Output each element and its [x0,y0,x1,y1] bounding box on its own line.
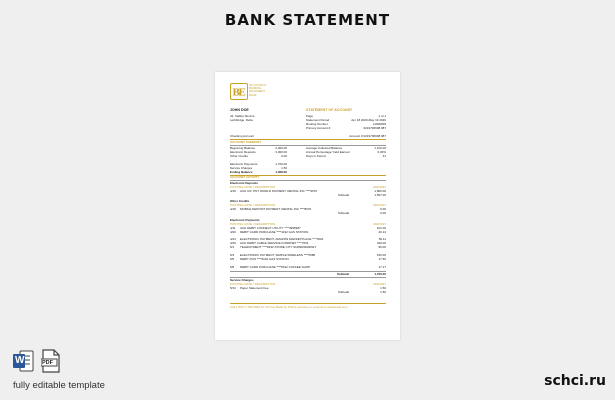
column-header: AMOUNT [373,185,386,189]
tx-date: 5/8 [230,265,235,269]
tx-amount: 40.14 [378,230,386,234]
subtotal-amount: 0.00 [380,211,386,215]
site-watermark: schci.ru [544,373,606,389]
section-heading: Other Credits [230,199,250,203]
section-heading: Electronic Payments [230,218,260,222]
customer-address-line1: 34, Saltkiy Mennis, [230,114,256,118]
tx-desc: ACH CR. PNT WORLD PAYMENT, RENTAL INC ****9070 [240,189,318,193]
pdf-file-icon [41,349,61,373]
summary-value: 1,700.00 [275,162,287,166]
subtotal-amount: 1,700.00 [374,272,386,276]
subtotal-label: Subtotal [337,272,349,276]
summary-value: 3,300.00 [275,150,287,154]
tx-date: 4/20 [230,230,236,234]
tx-amount: 101.00 [376,226,386,230]
customer-address-line2: Lethbridge, Delta [230,118,253,122]
tx-desc: TELEPAYMENT ****8192 STORE CITY SUPERMARKET [240,245,317,249]
column-header: POSTING DATE / DESCRIPTION [230,203,276,207]
divider [230,271,386,272]
customer-name: JOHN DOE [230,108,249,112]
column-header: AMOUNT [373,282,386,286]
bank-logo [230,83,248,100]
footer-note: Call 1-557-7-700-0000 for 24 hour Bank by Phone services or connect to www.bank.com [230,305,348,309]
tx-amount: 95.00 [378,245,386,249]
summary-label: Service Charges [230,166,253,170]
account-type: Checking Account [230,134,255,138]
summary-label: Other Credits [230,154,248,158]
tx-amount: 340.00 [376,241,386,245]
subtotal-label: Subtotal [337,193,349,197]
divider [230,303,386,304]
tx-desc: DEBIT CARD PURCHASE ****4192 GAS STATION [240,230,309,234]
tx-amount: 0.00 [380,207,386,211]
logo-text: UK COUNCIL BANKING DOCUMENT BANK [249,83,267,97]
summary-value: 1,308.00 [275,170,287,174]
summary-label: Beginning Balance [230,146,256,150]
info-label: Routing Number [306,122,328,126]
column-header: AMOUNT [373,203,386,207]
info-label: Primary Account # [306,126,331,130]
svg-text:B: B [232,86,240,99]
svg-text:E: E [238,86,246,99]
column-header: POSTING DATE / DESCRIPTION [230,222,276,226]
tx-date: 4/19 [230,189,236,193]
tx-desc: ELECTRONIC PAYMENT, SIMPLE WIRELESS ****5588 [240,253,316,257]
summary-heading: ACCOUNT SUMMARY [230,140,262,144]
page-title: BANK STATEMENT [224,11,391,29]
statement-document [215,72,400,340]
word-letter: W [15,355,25,366]
tx-date: 4/11 [230,226,236,230]
tx-amount: 17.17 [378,265,386,269]
pdf-label: PDF [42,360,53,366]
tx-amount: 1.50 [380,286,386,290]
summary-label: Electronic Payments [230,162,258,166]
info-value: Apr 18 2020-May 19 2020 [351,118,386,122]
tx-date: 5/5 [230,257,235,261]
account-number: Account # 0219796908 987 [349,134,386,138]
tx-amount: 17.50 [378,257,386,261]
tx-date: 4/24 [230,237,236,241]
editable-template-caption: fully editable template [13,380,105,391]
tx-desc: ACH DEBIT CABLE SERVICE INTERNET ****7001 [240,241,309,245]
tx-desc: DEBIT POS ****8192 GAS STATION [240,257,289,261]
summary-value: 1.50 [281,166,287,170]
subtotal-amount: 1.50 [380,290,386,294]
column-header: POSTING DATE / DESCRIPTION [230,282,276,286]
info-value: 1 of 1 [378,114,386,118]
subtotal-label: Subtotal [337,211,349,215]
summary-value: 31 [382,154,386,158]
tx-desc: Paper Statement Fee [240,286,269,290]
summary-value: 2,000.00 [275,146,287,150]
column-header: POSTING DATE / DESCRIPTION [230,185,276,189]
summary-label: Days in Period [306,154,326,158]
column-header: AMOUNT [373,222,386,226]
tx-amount: 1,800.00 [374,189,386,193]
word-doc-icon [13,349,34,373]
subtotal-amount: 1,557.00 [374,193,386,197]
tx-amount: 150.00 [376,253,386,257]
tx-date: 4/18 [230,207,236,211]
subtotal-label: Subtotal [337,290,349,294]
summary-value: 0.00 [281,154,287,158]
summary-label: Average Collected Balance [306,146,343,150]
summary-label: Ending Balance [230,170,253,174]
summary-value: 1,100.00 [374,146,386,150]
summary-value: 0.00% [377,150,386,154]
tx-date: 5/13 [230,286,236,290]
tx-date: 5/1 [230,245,235,249]
tx-desc: ACH DEBIT CONNECT UTILITY ****4995987 [240,226,301,230]
tx-date: 4/29 [230,241,236,245]
section-heading: Service Charges [230,278,254,282]
info-label: Page [306,114,314,118]
summary-label: Annual Percentage Yield Earned [306,150,350,154]
activity-heading: ACCOUNT ACTIVITY [230,175,260,179]
tx-desc: DEBIT CARD PURCHASE ****8192 COFFEE SHOP [240,265,311,269]
tx-amount: 50.11 [378,237,386,241]
tx-desc: MOBILE DEPOSIT PAYMENT, RENTAL INC ****8070 [240,207,312,211]
tx-desc: ELECTRONIC PAYMENT, AMAZON MARKETPLACE ****3021 [240,237,324,241]
section-heading: Electronic Deposits [230,181,259,185]
info-value: 11000000 [372,122,386,126]
tx-date: 5/3 [230,253,235,257]
info-value: 0219796908 987 [363,126,386,130]
info-label: Statement Period [306,118,330,122]
statement-heading: STATEMENT OF ACCOUNT [306,108,353,112]
summary-label: Electronic Deposits [230,150,256,154]
